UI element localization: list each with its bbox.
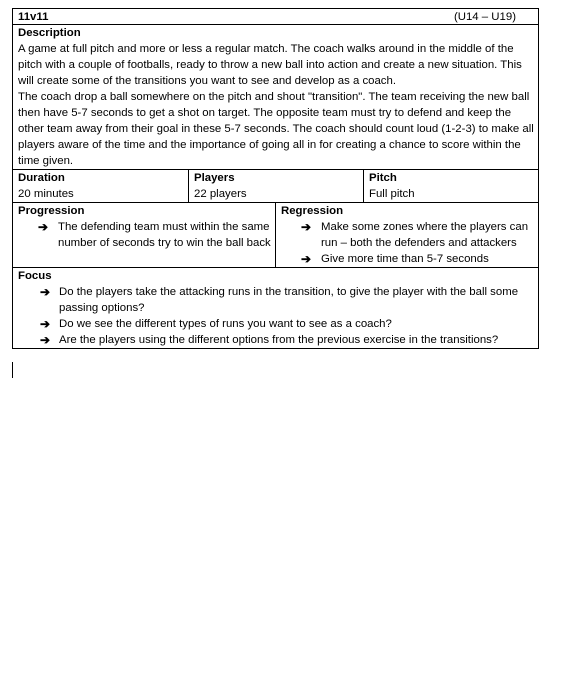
focus-list	[18, 284, 534, 348]
text-cursor	[12, 362, 13, 378]
list-item: ➔ Are the players using the different options from the previous exercise in the transitions?	[40, 333, 499, 347]
arrow-bullet-icon: ➔	[40, 285, 51, 299]
progression-list	[18, 219, 271, 251]
pitch-cell	[364, 170, 538, 202]
players-value: 22 players	[194, 188, 247, 200]
description-label: Description	[18, 27, 81, 39]
duration-label: Duration	[18, 172, 65, 184]
regression-label: Regression	[281, 205, 344, 217]
list-item: ➔ Give more time than 5-7 seconds	[301, 252, 489, 266]
pitch-value: Full pitch	[369, 188, 415, 200]
arrow-bullet-icon: ➔	[301, 252, 312, 266]
list-item: ➔ Do we see the different types of runs you want to see as a coach?	[40, 317, 392, 331]
arrow-bullet-icon: ➔	[301, 220, 312, 234]
arrow-bullet-icon: ➔	[38, 220, 49, 234]
regression-list	[281, 219, 534, 267]
players-label: Players	[194, 172, 235, 184]
list-item: ➔ Make some zones where the players can run – both the defenders and attackers	[301, 220, 529, 249]
duration-value: 20 minutes	[18, 188, 74, 200]
pitch-label: Pitch	[369, 172, 397, 184]
list-item: ➔ Do the players take the attacking runs in the transition, to give the player with the ball some passing options?	[40, 285, 519, 314]
age-range: (U14 – U19)	[453, 11, 516, 23]
progression-label: Progression	[18, 205, 85, 217]
arrow-bullet-icon: ➔	[40, 333, 51, 347]
description-section	[12, 25, 539, 170]
duration-cell	[13, 170, 189, 202]
focus-label: Focus	[18, 270, 52, 282]
list-item: ➔ The defending team must within the same number of seconds try to win the ball back	[38, 220, 271, 249]
session-plan-table	[12, 8, 539, 349]
progression-regression-row	[12, 203, 539, 268]
details-row	[12, 170, 539, 203]
progression-cell	[13, 203, 276, 267]
regression-cell	[276, 203, 538, 267]
focus-section	[12, 268, 539, 349]
description-paragraph: The coach drop a ball somewhere on the pitch and shout "transition". The team receiving the new ball then have 5-7 seconds to get a shot on target. The opposite team must try to defend and keep the other team away from their goal in these 5-7 seconds. The coach should count loud (1-2-3) to make all players aware of the time and the importance of going all in for creating a chance to score within the time given.	[18, 91, 534, 167]
players-cell	[189, 170, 364, 202]
title-row	[12, 8, 539, 25]
description-paragraph: A game at full pitch and more or less a regular match. The coach walks around in the middle of the pitch with a couple of footballs, ready to throw a new ball into action and create a new situation. This will create some of the transitions you want to see and develop as a coach.	[18, 43, 522, 87]
session-title: 11v11	[18, 11, 49, 23]
arrow-bullet-icon: ➔	[40, 317, 51, 331]
